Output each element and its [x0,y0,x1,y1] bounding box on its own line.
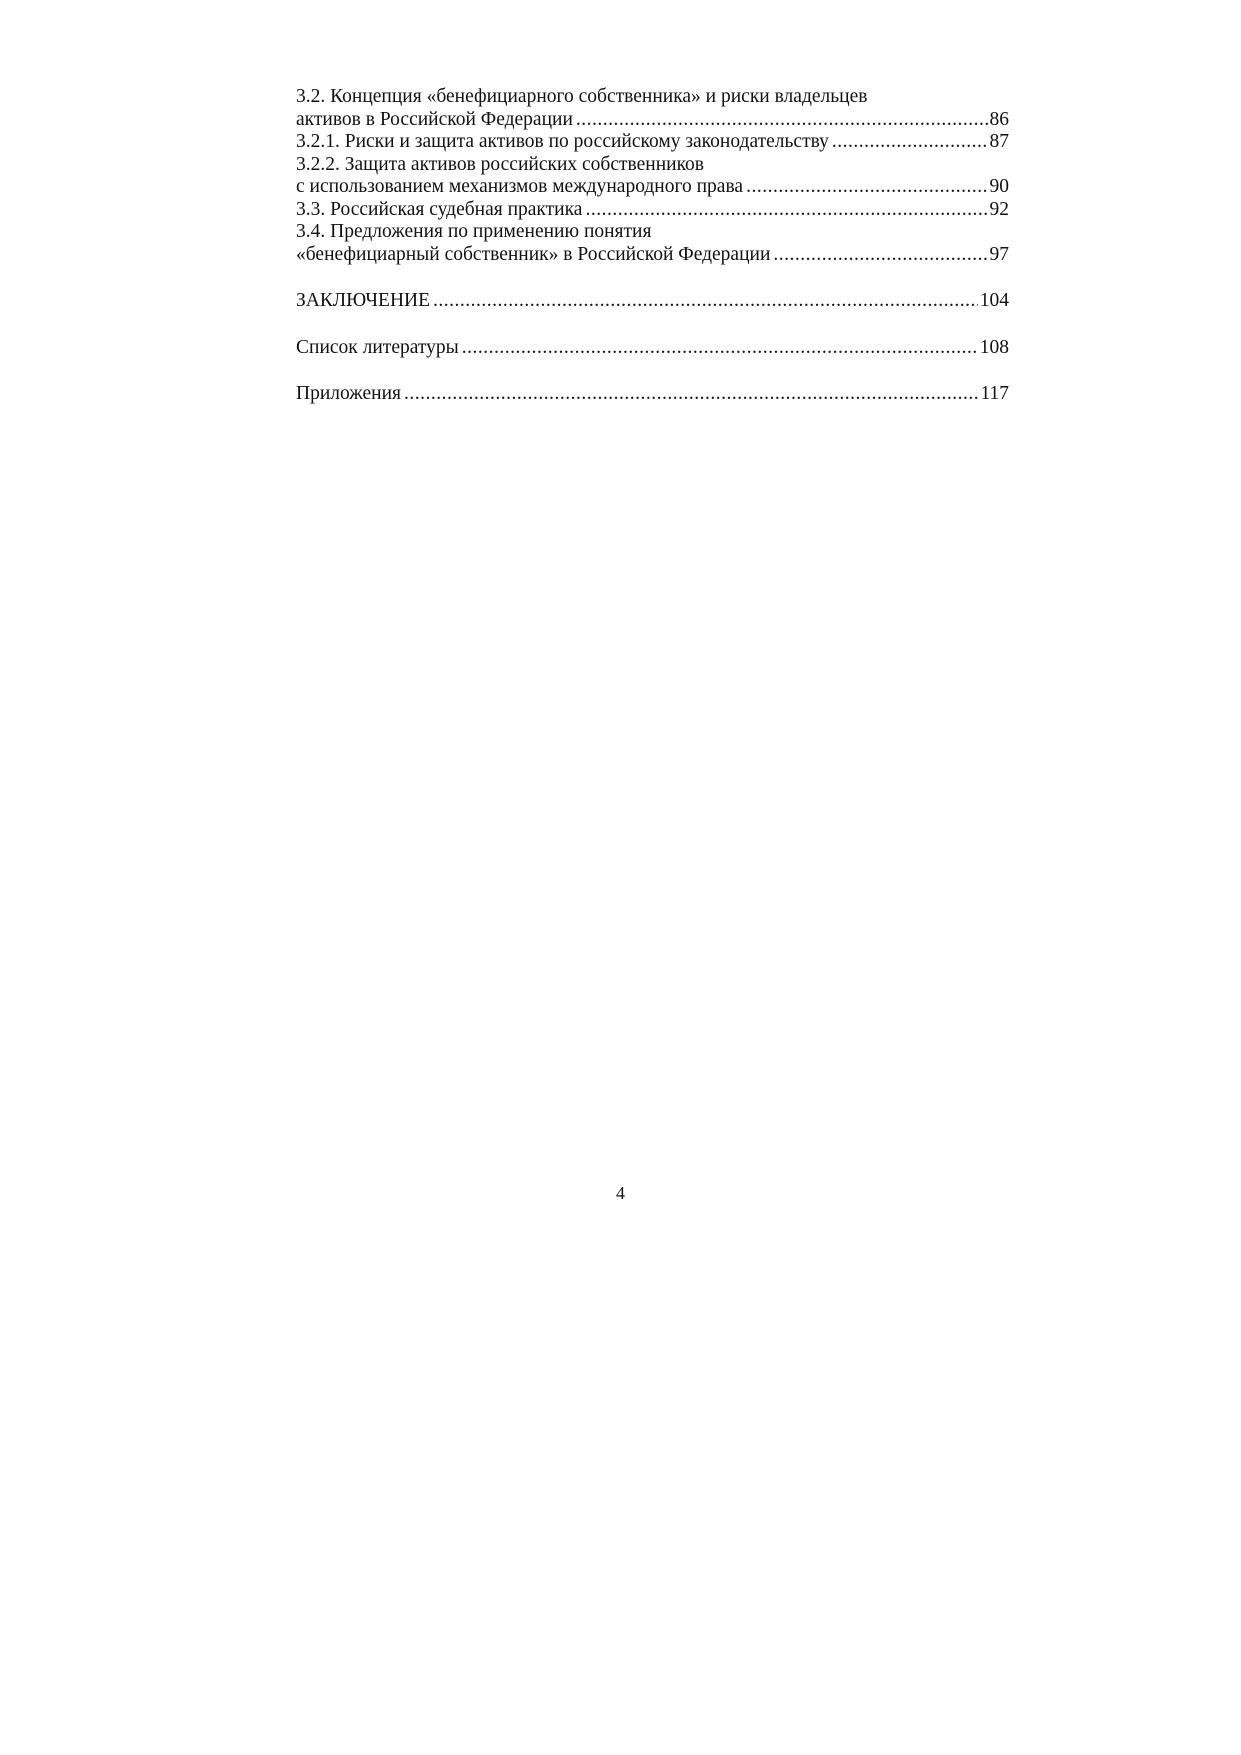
toc-entry-text: 3.4. Предложения по применению понятия [296,221,652,242]
dot-leader [576,109,988,132]
toc-entry-3-2 [296,86,1009,131]
table-of-contents [296,86,1009,406]
toc-entry-leader-line [296,290,1009,313]
toc-entry-3-2-2 [296,154,1009,199]
toc-entry-3-2-1 [296,131,1009,154]
toc-entry-leader-line [296,176,1009,199]
toc-entry-leader-line [296,383,1009,406]
toc-entry-bibliography [296,337,1009,360]
toc-page-number: 90 [989,176,1009,197]
toc-entry-text: «бенефициарный собственник» в Российской Федерации [296,243,771,265]
toc-entry-conclusion [296,290,1009,313]
toc-entry-leader-line [296,131,1009,154]
toc-entry-3-3 [296,199,1009,222]
dot-leader [462,337,978,360]
toc-entry-text: Приложения [296,383,401,404]
toc-entry-leader-line [296,244,1009,267]
toc-entry-text: Список литературы [296,336,459,358]
dot-leader [585,199,987,222]
page-number: 4 [616,1183,625,1203]
toc-page-number: 117 [980,383,1009,404]
toc-page-number: 97 [989,243,1009,265]
toc-page-number: 86 [989,108,1009,130]
dot-leader [433,290,978,313]
toc-entry-leader-line [296,337,1009,360]
toc-entry-text: 3.2. Концепция «бенефициарного собственника» и риски владельцев [296,86,868,107]
toc-entry-text: с использованием механизмов международного права [296,176,744,197]
dot-leader [746,176,987,199]
toc-entry-text: 3.2.1. Риски и защита активов по российскому законодательству [296,131,829,152]
toc-entry-text: 3.3. Российская судебная практика [296,198,583,220]
toc-entry-leader-line [296,199,1009,222]
toc-entry-text: ЗАКЛЮЧЕНИЕ [296,290,431,311]
toc-page-number: 87 [989,131,1009,152]
dot-leader [404,383,978,406]
toc-entry-text: 3.2.2. Защита активов российских собственников [296,153,705,175]
toc-entry-appendices [296,383,1009,406]
toc-entry-text: активов в Российской Федерации [296,108,573,130]
toc-entry-3-4 [296,221,1009,266]
toc-page-number: 108 [979,336,1009,358]
dot-leader [773,244,987,267]
toc-page-number: 104 [979,290,1009,311]
toc-page-number: 92 [989,198,1009,220]
dot-leader [832,131,988,154]
toc-entry-leader-line [296,109,1009,132]
